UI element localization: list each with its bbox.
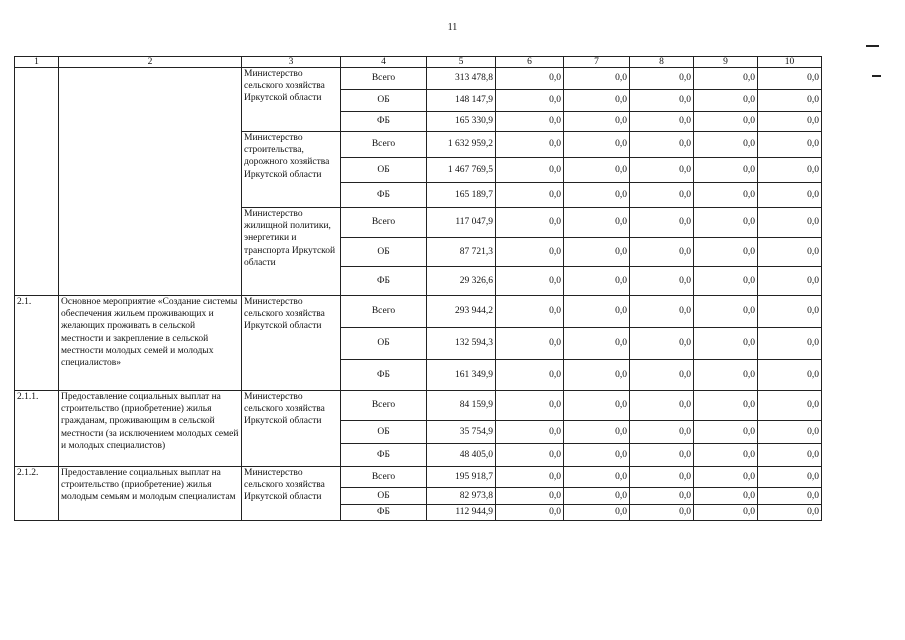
- year-value-cell: 0,0: [630, 360, 694, 391]
- year-value-cell: 0,0: [496, 267, 564, 296]
- amount-cell: 117 047,9: [427, 208, 496, 238]
- scan-mark: [872, 75, 881, 77]
- year-value-cell: 0,0: [758, 328, 822, 360]
- year-value-cell: 0,0: [564, 488, 630, 505]
- table-row: [15, 391, 822, 421]
- year-value-cell: 0,0: [630, 238, 694, 267]
- year-value-cell: 0,0: [758, 296, 822, 328]
- year-value-cell: 0,0: [758, 90, 822, 112]
- year-value-cell: 0,0: [496, 360, 564, 391]
- funding-source-cell: ФБ: [341, 360, 427, 391]
- executor-cell: Министерство сельского хозяйства Иркутской области: [242, 391, 341, 467]
- year-value-cell: 0,0: [630, 391, 694, 421]
- year-value-cell: 0,0: [496, 296, 564, 328]
- year-value-cell: 0,0: [758, 488, 822, 505]
- year-value-cell: 0,0: [758, 467, 822, 488]
- year-value-cell: 0,0: [694, 421, 758, 444]
- year-value-cell: 0,0: [694, 132, 758, 158]
- year-value-cell: 0,0: [630, 296, 694, 328]
- year-value-cell: 0,0: [758, 444, 822, 467]
- header-cell: 1: [15, 57, 59, 68]
- year-value-cell: 0,0: [758, 267, 822, 296]
- amount-cell: 293 944,2: [427, 296, 496, 328]
- year-value-cell: 0,0: [496, 444, 564, 467]
- year-value-cell: 0,0: [630, 183, 694, 208]
- budget-table: [14, 56, 822, 521]
- header-cell: 7: [564, 57, 630, 68]
- funding-source-cell: Всего: [341, 467, 427, 488]
- year-value-cell: 0,0: [496, 391, 564, 421]
- year-value-cell: 0,0: [694, 158, 758, 183]
- year-value-cell: 0,0: [564, 112, 630, 132]
- year-value-cell: 0,0: [564, 467, 630, 488]
- year-value-cell: 0,0: [694, 267, 758, 296]
- year-value-cell: 0,0: [630, 68, 694, 90]
- header-cell: 8: [630, 57, 694, 68]
- year-value-cell: 0,0: [694, 208, 758, 238]
- header-cell: 5: [427, 57, 496, 68]
- year-value-cell: 0,0: [758, 112, 822, 132]
- year-value-cell: 0,0: [630, 267, 694, 296]
- year-value-cell: 0,0: [694, 68, 758, 90]
- executor-cell: Министерство сельского хозяйства Иркутской области: [242, 296, 341, 391]
- year-value-cell: 0,0: [694, 360, 758, 391]
- table-row: [15, 296, 822, 328]
- scan-mark: [866, 45, 879, 47]
- funding-source-cell: ФБ: [341, 267, 427, 296]
- funding-source-cell: Всего: [341, 296, 427, 328]
- amount-cell: 195 918,7: [427, 467, 496, 488]
- amount-cell: 148 147,9: [427, 90, 496, 112]
- year-value-cell: 0,0: [496, 208, 564, 238]
- year-value-cell: 0,0: [564, 238, 630, 267]
- year-value-cell: 0,0: [694, 238, 758, 267]
- year-value-cell: 0,0: [496, 112, 564, 132]
- amount-cell: 82 973,8: [427, 488, 496, 505]
- header-cell: 9: [694, 57, 758, 68]
- table-row: [15, 467, 822, 488]
- year-value-cell: 0,0: [758, 421, 822, 444]
- funding-source-cell: Всего: [341, 132, 427, 158]
- year-value-cell: 0,0: [758, 505, 822, 521]
- header-row: [15, 57, 822, 68]
- amount-cell: 1 632 959,2: [427, 132, 496, 158]
- executor-cell: Министерство жилищной политики, энергетики и транспорта Иркутской области: [242, 208, 341, 296]
- funding-source-cell: ФБ: [341, 183, 427, 208]
- year-value-cell: 0,0: [630, 421, 694, 444]
- year-value-cell: 0,0: [758, 158, 822, 183]
- year-value-cell: 0,0: [758, 360, 822, 391]
- item-name-cell: Предоставление социальных выплат на строительство (приобретение) жилья гражданам, проживающим в сельской местности (за исключением молодых семей и молодых специалистов): [59, 391, 242, 467]
- amount-cell: 161 349,9: [427, 360, 496, 391]
- year-value-cell: 0,0: [694, 488, 758, 505]
- year-value-cell: 0,0: [694, 391, 758, 421]
- year-value-cell: 0,0: [496, 328, 564, 360]
- amount-cell: 165 189,7: [427, 183, 496, 208]
- amount-cell: 84 159,9: [427, 391, 496, 421]
- year-value-cell: 0,0: [758, 208, 822, 238]
- year-value-cell: 0,0: [694, 90, 758, 112]
- year-value-cell: 0,0: [496, 158, 564, 183]
- year-value-cell: 0,0: [758, 391, 822, 421]
- year-value-cell: 0,0: [694, 296, 758, 328]
- year-value-cell: 0,0: [564, 68, 630, 90]
- amount-cell: 313 478,8: [427, 68, 496, 90]
- year-value-cell: 0,0: [694, 444, 758, 467]
- amount-cell: 165 330,9: [427, 112, 496, 132]
- year-value-cell: 0,0: [694, 183, 758, 208]
- amount-cell: 112 944,9: [427, 505, 496, 521]
- item-number-cell: 2.1.: [15, 296, 59, 391]
- executor-cell: Министерство строительства, дорожного хозяйства Иркутской области: [242, 132, 341, 208]
- amount-cell: 1 467 769,5: [427, 158, 496, 183]
- year-value-cell: 0,0: [630, 467, 694, 488]
- item-number-cell: 2.1.2.: [15, 467, 59, 521]
- year-value-cell: 0,0: [630, 208, 694, 238]
- funding-source-cell: ОБ: [341, 488, 427, 505]
- year-value-cell: 0,0: [496, 238, 564, 267]
- year-value-cell: 0,0: [564, 158, 630, 183]
- year-value-cell: 0,0: [630, 328, 694, 360]
- year-value-cell: 0,0: [630, 132, 694, 158]
- amount-cell: 35 754,9: [427, 421, 496, 444]
- year-value-cell: 0,0: [564, 505, 630, 521]
- header-cell: 6: [496, 57, 564, 68]
- item-name-cell: [59, 68, 242, 296]
- table-row: [15, 68, 822, 90]
- year-value-cell: 0,0: [630, 112, 694, 132]
- header-cell: 2: [59, 57, 242, 68]
- year-value-cell: 0,0: [564, 391, 630, 421]
- funding-source-cell: ОБ: [341, 328, 427, 360]
- year-value-cell: 0,0: [564, 183, 630, 208]
- funding-source-cell: ФБ: [341, 444, 427, 467]
- year-value-cell: 0,0: [758, 68, 822, 90]
- year-value-cell: 0,0: [496, 505, 564, 521]
- item-name-cell: Основное мероприятие «Создание системы обеспечения жильем проживающих и желающих проживать в сельской местности и закрепление в сельской местности молодых семей и молодых специалистов»: [59, 296, 242, 391]
- year-value-cell: 0,0: [496, 183, 564, 208]
- executor-cell: Министерство сельского хозяйства Иркутской области: [242, 68, 341, 132]
- header-cell: 3: [242, 57, 341, 68]
- year-value-cell: 0,0: [758, 238, 822, 267]
- year-value-cell: 0,0: [496, 132, 564, 158]
- amount-cell: 29 326,6: [427, 267, 496, 296]
- year-value-cell: 0,0: [630, 158, 694, 183]
- year-value-cell: 0,0: [496, 467, 564, 488]
- year-value-cell: 0,0: [564, 328, 630, 360]
- year-value-cell: 0,0: [564, 360, 630, 391]
- executor-cell: Министерство сельского хозяйства Иркутской области: [242, 467, 341, 521]
- funding-source-cell: ОБ: [341, 238, 427, 267]
- year-value-cell: 0,0: [564, 267, 630, 296]
- funding-source-cell: ОБ: [341, 158, 427, 183]
- year-value-cell: 0,0: [564, 296, 630, 328]
- year-value-cell: 0,0: [694, 467, 758, 488]
- year-value-cell: 0,0: [694, 505, 758, 521]
- item-number-cell: 2.1.1.: [15, 391, 59, 467]
- year-value-cell: 0,0: [630, 444, 694, 467]
- year-value-cell: 0,0: [564, 421, 630, 444]
- funding-source-cell: ОБ: [341, 421, 427, 444]
- funding-source-cell: ФБ: [341, 112, 427, 132]
- year-value-cell: 0,0: [496, 421, 564, 444]
- year-value-cell: 0,0: [496, 68, 564, 90]
- amount-cell: 132 594,3: [427, 328, 496, 360]
- table-body: [15, 57, 822, 521]
- item-name-cell: Предоставление социальных выплат на строительство (приобретение) жилья молодым семьям и молодым специалистам: [59, 467, 242, 521]
- funding-source-cell: Всего: [341, 68, 427, 90]
- year-value-cell: 0,0: [564, 208, 630, 238]
- year-value-cell: 0,0: [630, 488, 694, 505]
- funding-source-cell: Всего: [341, 208, 427, 238]
- year-value-cell: 0,0: [496, 488, 564, 505]
- year-value-cell: 0,0: [564, 444, 630, 467]
- year-value-cell: 0,0: [758, 183, 822, 208]
- year-value-cell: 0,0: [564, 132, 630, 158]
- year-value-cell: 0,0: [758, 132, 822, 158]
- year-value-cell: 0,0: [564, 90, 630, 112]
- funding-source-cell: ФБ: [341, 505, 427, 521]
- header-cell: 4: [341, 57, 427, 68]
- funding-source-cell: ОБ: [341, 90, 427, 112]
- page-number: 11: [447, 22, 458, 33]
- funding-source-cell: Всего: [341, 391, 427, 421]
- amount-cell: 48 405,0: [427, 444, 496, 467]
- year-value-cell: 0,0: [694, 112, 758, 132]
- year-value-cell: 0,0: [630, 90, 694, 112]
- year-value-cell: 0,0: [694, 328, 758, 360]
- item-number-cell: [15, 68, 59, 296]
- year-value-cell: 0,0: [630, 505, 694, 521]
- amount-cell: 87 721,3: [427, 238, 496, 267]
- year-value-cell: 0,0: [496, 90, 564, 112]
- header-cell: 10: [758, 57, 822, 68]
